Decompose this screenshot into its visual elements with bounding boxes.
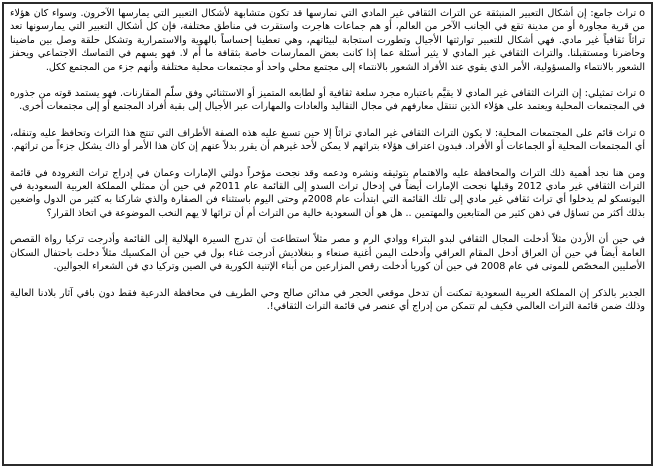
bullet-marker: o (639, 88, 645, 100)
paragraph-saudi-world-heritage (10, 287, 645, 314)
paragraph-community-heritage (10, 127, 645, 154)
paragraph-shared-heritage (10, 7, 645, 74)
bullet-marker: o (639, 8, 645, 19)
bullet-marker: o (639, 127, 645, 139)
paragraph-representative-heritage (10, 87, 645, 114)
document-frame (2, 2, 653, 466)
paragraph-text: تراث قائم على المجتمعات المحلية: لا يكون التراث الثقافي غير المادي تراثاً إلا حين تسبغ عليه هذه الصفة الأطراف التي تنتج هذا التراث وتحافظ عليه وتنقله، أي المجتمعات المحلية أو الجماعات أو الأفراد. فبدون اعتراف هؤلاء بتراثهم لا يمكن لأحد غيرهم أن يقرر بدلاً عنهم إن كان هذا الأمر أو ذاك يشكل جزءاً من تراثهم. (10, 127, 645, 153)
paragraph-text: تراث تمثيلي: إن التراث الثقافي غير المادي لا يقيَّم باعتباره مجرد سلعة ثقافية أو لطابعه المتميز أو الاستثنائي وفق سلّم المقارنات. فهو يستمد قوته من جذوره في المجتمعات المحلية ويعتمد على هؤلاء الذين تنتقل معارفهم في مجال التقاليد والعادات والمهارات عبر الأجيال إلى بقية أفراد المجتمع أو إلى مجتمعات أخرى. (10, 88, 645, 113)
paragraph-text: في حين أن الأردن مثلاً أدخلت المجال الثقافي لبدو البتراء ووادي الرم و مصر مثلاً استطاعت أن تدرج السيرة الهلالية إلى القائمة وأدرجت تركيا رواة القصص العامة أيضاً في حين أن العراق أدخل المقام العراقي وأدخلت اليمن أغنية صنعاء و بنغلاديش أدرجت غناء بول في حين أن المكسيك مثلاً دخلت باحتفال السكان الأصليين المخصّص للموتى في عام 2008 في حين أن كوريا أدخلت رقص المزارعين من أبناء الإتنية الكورية في الصين وتركيا دي فن الشعراء الجوالين. (10, 234, 645, 273)
paragraph-text: ومن هنا نجد أهمية ذلك التراث والمحافظة عليه والاهتمام بتوثيقه ونشره ودعمه وقد نجحت مؤخراً دولتي الإمارات وعمان في إدراج تراث التغرودة في قائمة التراث الثقافي غير مادي 2012 وقبلها نجحت الإمارات أيضاً في إدخال تراث السدو إلى القائمة عام 2011م في حين أن ممثلي المملكة العربية السعودية في اليونسكو لم يدخلوا أي تراث ثقافي غير مادي إلى تلك القائمة التي ابتدأت عام 2008م وحتى اليوم باستثناء فن الصقارة والذي شاركنا به كثير من الدول واضعين بذلك أكثر من تساؤل في ذهن كثير من المتابعين والمهتمين .. هل هو أن السعودية خالية من التراث أم أن تراثها لا يهم النخب الموضوعة في اتخاذ القرار؟ (10, 167, 645, 219)
paragraph-other-countries (10, 233, 645, 273)
paragraph-text: تراث جامع: إن أشكال التعبير المنبثقة عن التراث الثقافي غير المادي التي نمارسها قد تكون متشابهة لأشكال التعبير التي يمارسها الآخرون. وسواء كان هؤلاء من قرية مجاورة أو من مدينة تقع في الجانب الآخر من العالم، أو هم جماعات هاجرت واستقرت في مناطق مختلفة، فإن كل أشكال التعبير التي يمارسونها تعد تراثاً ثقافياً غير مادي. فهي أشكال للتعبير توارثتها الأجيال وتطورت استجابة لبيئاتهم، وهي تعطينا إحساساً بالهوية والاستمرارية وتشكل حلقة وصل بين ماضينا وحاضرنا ومستقبلنا. والتراث الثقافي غير المادي لا يثير أسئلة عما إذا كانت بعض الممارسات خاصة بثقافة ما أم لا. فهو يسهم في التماسك الاجتماعي ويحفز الشعور بالانتماء والمسؤولية، الأمر الذي يقوي عند الأفراد الشعور بالانتماء إلى مجتمع محلي واحد أو مجتمعات محلية مختلفة وأنهم جزء من المجتمع ككل. (10, 8, 645, 73)
paragraph-text: الجدير بالذكر إن المملكة العربية السعودية تمكنت أن تدخل موقعي الحجر في مدائن صالح وحي الطريف في محافظة الدرعية فقط دون باقي آثار بلادنا العالية وذلك ضمن قائمة التراث العالمي فكيف لم تتمكن من إدراج أي عنصر في قائمة التراث الثقافي!. (10, 287, 645, 312)
document-body (10, 7, 645, 462)
paragraph-importance (10, 167, 645, 221)
